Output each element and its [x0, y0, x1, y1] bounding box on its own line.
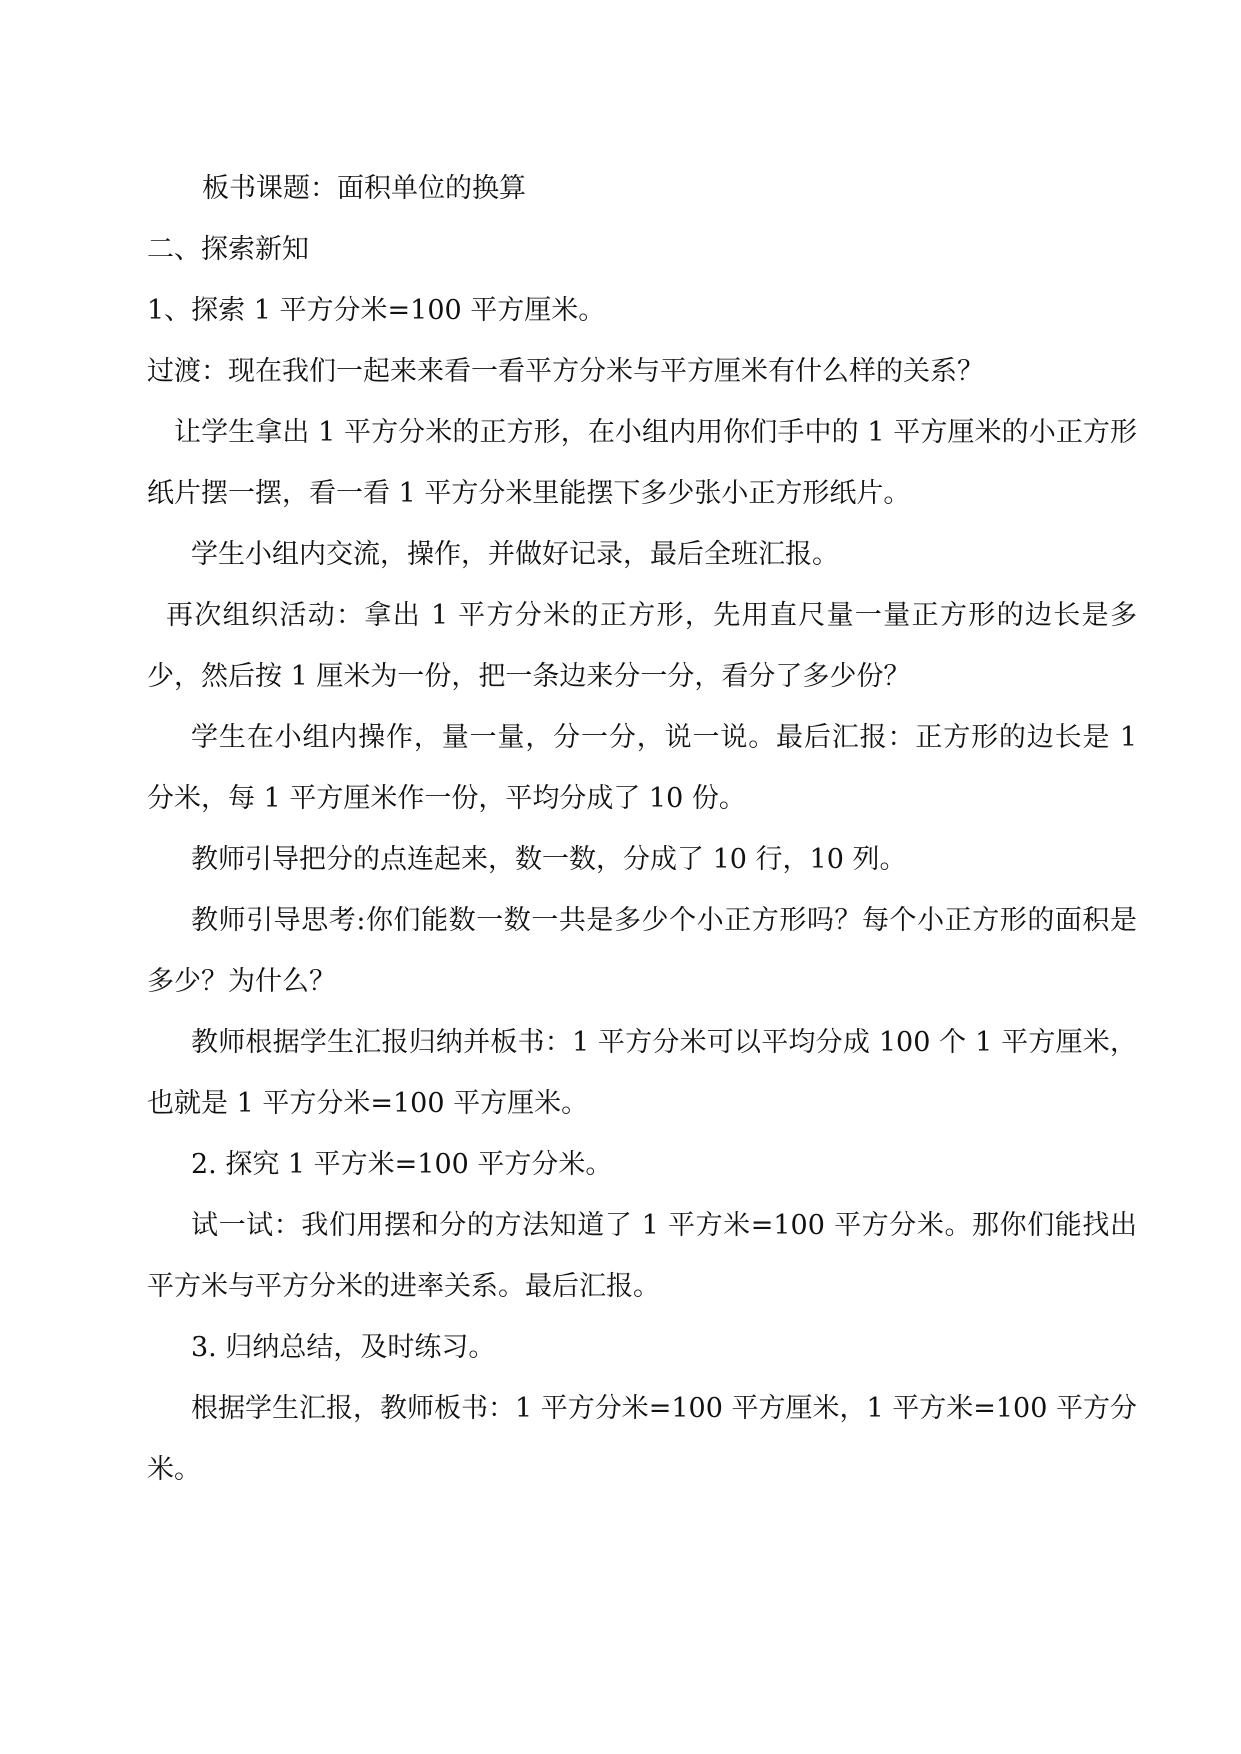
summary-paragraph: 教师根据学生汇报归纳并板书：1 平方分米可以平均分成 100 个 1 平方厘米，也就是 1 平方分米=100 平方厘米。 [147, 1027, 1137, 1119]
transition-paragraph: 过渡：现在我们一起来来看一看平方分米与平方厘米有什么样的关系？ [147, 356, 984, 387]
subsection-heading: 3. 归纳总结，及时练习。 [191, 1332, 496, 1363]
try-it-paragraph: 试一试：我们用摆和分的方法知道了 1 平方米=100 平方分米。那你们能找出平方米与平方分米的进率关系。最后汇报。 [147, 1210, 1137, 1302]
exchange-paragraph: 学生小组内交流，操作，并做好记录，最后全班汇报。 [191, 539, 839, 570]
activity-paragraph: 让学生拿出 1 平方分米的正方形，在小组内用你们手中的 1 平方厘米的小正方形纸片摆一摆，看一看 1 平方分米里能摆下多少张小正方形纸片。 [147, 417, 1137, 509]
subsection-heading: 2. 探究 1 平方米=100 平方分米。 [191, 1149, 613, 1180]
section-heading: 二、探索新知 [147, 234, 309, 265]
guide-paragraph: 教师引导把分的点连起来，数一数，分成了 10 行，10 列。 [191, 844, 907, 875]
board-title: 板书课题：面积单位的换算 [202, 173, 526, 204]
operation-paragraph: 学生在小组内操作，量一量，分一分，说一说。最后汇报：正方形的边长是 1 分米，每 1 平方厘米作一份，平均分成了 10 份。 [147, 722, 1137, 814]
document-body [147, 158, 1137, 1500]
summary-paragraph: 根据学生汇报，教师板书：1 平方分米=100 平方厘米，1 平方米=100 平方分米。 [147, 1393, 1138, 1485]
activity-paragraph: 再次组织活动：拿出 1 平方分米的正方形，先用直尺量一量正方形的边长是多少，然后按 1 厘米为一份，把一条边来分一分，看分了多少份？ [147, 600, 1137, 692]
guide-paragraph: 教师引导思考:你们能数一数一共是多少个小正方形吗？每个小正方形的面积是多少？为什么？ [147, 905, 1137, 997]
subsection-heading: 1、探索 1 平方分米=100 平方厘米。 [147, 295, 606, 326]
